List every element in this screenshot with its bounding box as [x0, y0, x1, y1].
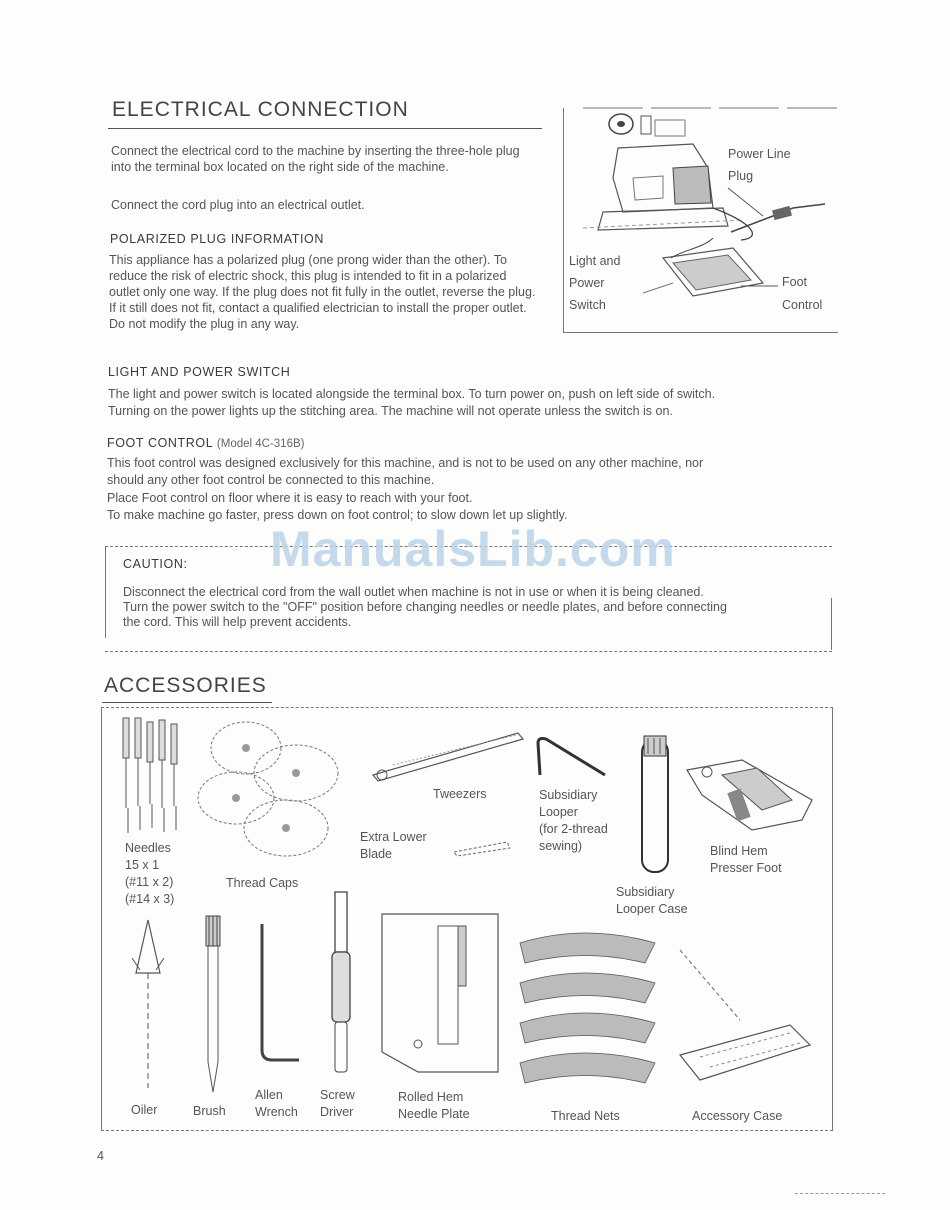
needle-plate-illustration	[378, 912, 508, 1082]
allen-wrench-line-1: Allen	[255, 1088, 283, 1102]
accessories-underline	[102, 702, 272, 703]
allen-wrench-label	[255, 1087, 298, 1121]
oiler-label: Oiler	[131, 1103, 158, 1117]
looper-case-line-1: Subsidiary	[616, 885, 675, 899]
needles-label-line-3: (#11 x 2)	[125, 875, 174, 889]
foot-control-line-4: To make machine go faster, press down on foot control; to slow down let up slightly.	[107, 508, 568, 522]
extra-lower-blade-illustration	[452, 838, 512, 858]
figure-label-switch: Switch	[569, 298, 606, 312]
brush-label: Brush	[193, 1104, 226, 1118]
caution-right-border	[831, 598, 832, 650]
needles-label-line-4: (#14 x 3)	[125, 892, 175, 906]
electrical-paragraph-1: Connect the electrical cord to the machine by inserting the three-hole plug into the terminal box located on the right side of the machine.	[111, 144, 520, 174]
screwdriver-illustration	[326, 890, 356, 1080]
figure-label-control: Control	[782, 298, 823, 312]
light-switch-heading: LIGHT AND POWER SWITCH	[108, 365, 291, 379]
accessory-case-illustration	[670, 945, 820, 1095]
light-switch-line-1: The light and power switch is located alongside the terminal box. To turn power on, push on left side of switch.	[108, 387, 716, 401]
subsidiary-looper-line-4: sewing)	[539, 839, 583, 853]
caution-heading: CAUTION:	[123, 557, 188, 571]
footer-dash	[795, 1193, 885, 1194]
needles-label-line-2: 15 x 1	[125, 858, 160, 872]
looper-case-illustration	[636, 730, 676, 880]
needle-plate-line-2: Needle Plate	[398, 1107, 470, 1121]
foot-control-title: FOOT CONTROL	[107, 436, 213, 450]
allen-wrench-illustration	[254, 920, 304, 1070]
light-switch-line-2: Turning on the power lights up the stitching area. The machine will not operate unless the switch is on.	[108, 404, 673, 418]
needle-plate-label	[398, 1089, 470, 1123]
needle-plate-line-1: Rolled Hem	[398, 1090, 464, 1104]
extra-lower-blade-label	[360, 829, 427, 863]
presser-foot-line-2: Presser Foot	[710, 861, 782, 875]
subsidiary-looper-illustration	[530, 735, 610, 780]
presser-foot-label	[710, 843, 782, 877]
tweezers-label: Tweezers	[433, 787, 487, 801]
polarized-heading: POLARIZED PLUG INFORMATION	[110, 232, 325, 246]
needles-label	[125, 840, 174, 908]
needles-label-line-1: Needles	[125, 841, 171, 855]
figure-label-foot: Foot	[782, 275, 808, 289]
figure-label-plug: Plug	[728, 169, 754, 183]
oiler-illustration	[128, 918, 168, 1098]
caution-line-3: the cord. This will help prevent accidents.	[123, 615, 352, 629]
figure-label-power: Power	[569, 276, 605, 290]
foot-control-heading	[107, 436, 304, 450]
extra-lower-blade-line-1: Extra Lower	[360, 830, 427, 844]
figure-label-light-and: Light and	[569, 254, 621, 268]
screwdriver-label	[320, 1087, 355, 1121]
brush-illustration	[198, 912, 228, 1097]
thread-nets-label: Thread Nets	[551, 1109, 620, 1123]
tweezers-illustration	[368, 725, 528, 785]
screwdriver-line-1: Screw	[320, 1088, 355, 1102]
electrical-paragraph-2: Connect the cord plug into an electrical outlet.	[111, 198, 365, 212]
subsidiary-looper-line-2: Looper	[539, 805, 578, 819]
thread-caps-illustration	[196, 718, 346, 863]
allen-wrench-line-2: Wrench	[255, 1105, 298, 1119]
subsidiary-looper-line-3: (for 2-thread	[539, 822, 608, 836]
polarized-text: This appliance has a polarized plug (one prong wider than the other). To reduce the risk of electric shock, this plug is intended to fit in a polarized outlet only one way. If the plug does not fit fully in the outlet, reverse the plug. If it still does not fit, contact a qualified electrician to install the proper outlet. Do not modify the plug in any way.	[109, 253, 536, 331]
foot-control-model: (Model 4C-316B)	[216, 438, 305, 450]
caution-left-border	[105, 546, 106, 638]
page-number: 4	[97, 1149, 104, 1163]
looper-case-line-2: Looper Case	[616, 902, 688, 916]
title-underline	[108, 128, 542, 129]
subsidiary-looper-line-1: Subsidiary	[539, 788, 598, 802]
foot-control-line-1: This foot control was designed exclusively for this machine, and is not to be used on any other machine, nor	[107, 456, 704, 470]
screwdriver-line-2: Driver	[320, 1105, 354, 1119]
caution-line-1: Disconnect the electrical cord from the wall outlet when machine is not in use or when it is being cleaned.	[123, 585, 704, 599]
thread-caps-label: Thread Caps	[226, 876, 299, 890]
accessories-title: ACCESSORIES	[104, 674, 267, 697]
subsidiary-looper-label	[539, 787, 608, 855]
accessory-case-label: Accessory Case	[692, 1109, 783, 1123]
electrical-title: ELECTRICAL CONNECTION	[112, 98, 409, 121]
looper-case-label	[616, 884, 688, 918]
extra-lower-blade-line-2: Blade	[360, 847, 392, 861]
foot-control-line-2: should any other foot control be connected to this machine.	[107, 473, 435, 487]
figure-label-power-line: Power Line	[728, 147, 791, 161]
watermark: ManualsLib.com	[270, 521, 676, 577]
caution-line-2: Turn the power switch to the "OFF" position before changing needles or needle plates, and before connecting	[123, 600, 727, 614]
presser-foot-line-1: Blind Hem	[710, 844, 768, 858]
foot-control-line-3: Place Foot control on floor where it is easy to reach with your foot.	[107, 491, 473, 505]
thread-nets-illustration	[515, 928, 665, 1100]
needles-illustration	[118, 718, 188, 838]
presser-foot-illustration	[682, 750, 822, 835]
